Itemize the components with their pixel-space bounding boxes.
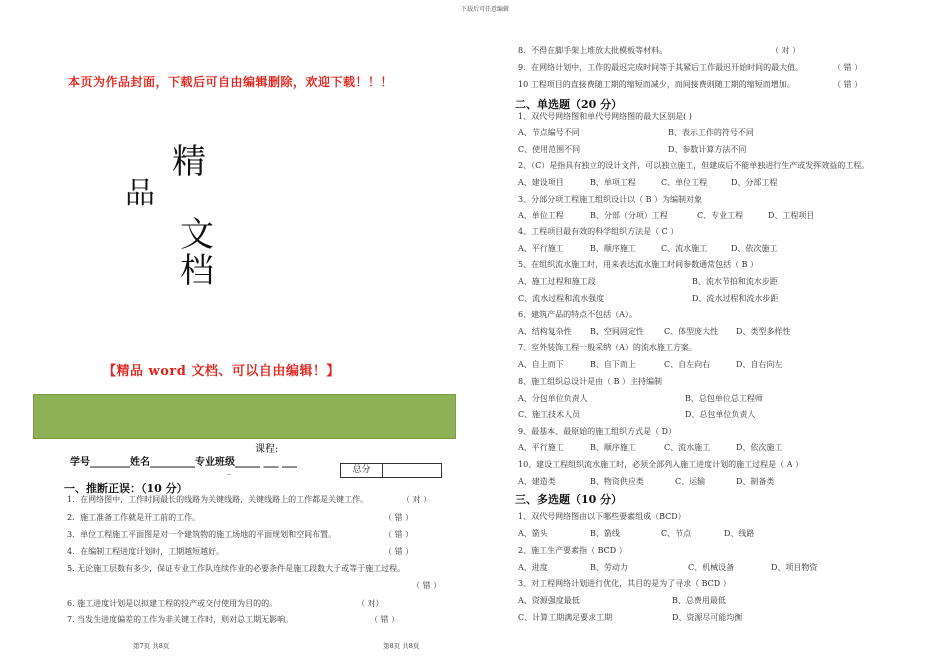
mc8-opt-d: D、总包单位负责人 bbox=[685, 410, 756, 419]
fields-dash: _ bbox=[227, 466, 231, 475]
s1-q6: 6. 施工进度计划是以拟建工程的投产或交付使用为目的的。 bbox=[67, 599, 278, 608]
s1-q5: 5. 无论施工层数有多少，保证专业工作队连续作业的必要条件是施工段数大于或等于施工过程。 bbox=[67, 564, 406, 573]
mc7-opt-b: B、自下而上 bbox=[590, 360, 636, 369]
cover-char-3: 文 bbox=[180, 215, 214, 255]
mc1-opt-d: D、参数计算方法不同 bbox=[668, 145, 747, 154]
mc6-stem: 6、建筑产品的特点不包括（A）。 bbox=[518, 310, 637, 319]
mc10-opt-d: D、制备类 bbox=[736, 477, 775, 486]
ms1-opt-c: C、节点 bbox=[661, 529, 692, 538]
mc4-opt-a: A、平行施工 bbox=[518, 244, 564, 253]
mc5-opt-d: D、流水过程和流水步距 bbox=[692, 294, 779, 303]
ms3-opt-a: A、资源强度最低 bbox=[518, 596, 580, 605]
mc7-opt-d: D、自右向左 bbox=[736, 360, 783, 369]
section2-title: 二、单选题（20 分） bbox=[515, 98, 623, 111]
s1-q7: 7. 当发生进度偏差的工作为非关键工作时，则对总工期无影响。 bbox=[67, 615, 294, 624]
ms2-opt-d: D、项目物资 bbox=[771, 563, 818, 572]
cover-notice: 本页为作品封面，下载后可自由编辑删除，欢迎下载！！！ bbox=[68, 75, 394, 89]
mc5-stem: 5、在组织流水施工时，用来表达流水施工时间参数通常包括（ B ） bbox=[518, 260, 759, 269]
ms2-opt-b: B、劳动力 bbox=[590, 563, 628, 572]
ms2-stem: 2、施工生产要素指（ BCD ） bbox=[518, 546, 627, 555]
mc2-stem: 2、（C）是指具有独立的设计文件，可以独立施工，但建成后不能单独进行生产或发挥效益的工程。 bbox=[518, 161, 870, 170]
tf-q9: 9．在网络计划中，工作的最迟完成时间等于其紧后工作最迟开始时间的最大值。 bbox=[518, 63, 804, 72]
mc10-opt-b: B、物资供应类 bbox=[590, 477, 644, 486]
ms1-opt-d: D、线路 bbox=[724, 529, 755, 538]
mc1-opt-b: B、表示工作的符号不同 bbox=[668, 128, 754, 137]
mc7-opt-c: C、自左向右 bbox=[664, 360, 711, 369]
cover-slogan: 【精品 word 文档、可以自由编辑！】 bbox=[103, 364, 340, 379]
mc8-stem: 8、施工组织总设计是由（ B ）主持编制 bbox=[518, 377, 663, 386]
mc3-opt-a: A、单位工程 bbox=[518, 211, 564, 220]
tf-a8: （ 对 ） bbox=[771, 46, 801, 55]
mc6-opt-b: B、空间固定性 bbox=[590, 327, 644, 336]
mc5-opt-c: C、流水过程和流水强度 bbox=[518, 294, 605, 303]
ms2-opt-a: A、进度 bbox=[518, 563, 548, 572]
mc6-opt-a: A、结构复杂性 bbox=[518, 327, 572, 336]
mc3-opt-c: C、专业工程 bbox=[697, 211, 744, 220]
mc9-opt-d: D、依次施工 bbox=[736, 443, 783, 452]
course-label: 课程: bbox=[255, 444, 279, 455]
score-box bbox=[340, 463, 442, 478]
title-banner bbox=[33, 394, 456, 439]
mc1-opt-a: A、节点编号不同 bbox=[518, 128, 580, 137]
section3-title: 三、多选题（10 分） bbox=[515, 493, 623, 506]
mc4-stem: 4、工程项目最有效的科学组织方法是（ C ） bbox=[518, 227, 679, 236]
cover-char-2: 品 bbox=[125, 176, 155, 211]
mc8-opt-a: A、分包单位负责人 bbox=[518, 394, 588, 403]
tf-a10: （ 错 ） bbox=[833, 80, 863, 89]
s1-a3: （ 错 ） bbox=[384, 530, 414, 539]
tf-a9: （ 错 ） bbox=[833, 63, 863, 72]
mc4-opt-c: C、流水施工 bbox=[661, 244, 708, 253]
s1-a4: （ 错 ） bbox=[384, 547, 414, 556]
mc9-opt-a: A、平行施工 bbox=[518, 443, 564, 452]
mc6-opt-d: D、类型多样性 bbox=[736, 327, 791, 336]
mc9-opt-b: B、顺序施工 bbox=[590, 443, 636, 452]
section1-title: 一、推断正误：（10 分） bbox=[64, 482, 188, 495]
s1-a5: （ 错 ） bbox=[412, 581, 442, 590]
mc3-opt-d: D、工程项目 bbox=[768, 211, 815, 220]
cover-char-1: 精 bbox=[172, 142, 206, 182]
right-page-number: 第8页 共8页 bbox=[383, 642, 420, 650]
ms1-opt-a: A、箭头 bbox=[518, 529, 548, 538]
ms3-opt-b: B、总费用最低 bbox=[672, 596, 726, 605]
mc10-opt-a: A、建造类 bbox=[518, 477, 556, 486]
cover-char-4: 档 bbox=[180, 251, 214, 291]
student-fields: 学号________姓名_________专业班级_____ ___ ___ bbox=[70, 457, 297, 468]
ms2-opt-c: C、机械设备 bbox=[688, 563, 735, 572]
s1-q4: 4．在编制工程进度计划时，工期越短越好。 bbox=[67, 547, 225, 556]
mc7-stem: 7、室外装饰工程一般采纳（A）的流水施工方案。 bbox=[518, 343, 697, 352]
score-label: 总分 bbox=[341, 464, 383, 477]
mc1-opt-c: C、使用范围不同 bbox=[518, 145, 581, 154]
ms1-stem: 1、双代号网络图由以下哪些要素组成（BCD） bbox=[518, 512, 686, 521]
mc2-opt-b: B、单项工程 bbox=[590, 178, 636, 187]
mc3-opt-b: B、分部（分项）工程 bbox=[590, 211, 668, 220]
mc1-stem: 1、双代号网络图和单代号网络图的最大区别是( ) bbox=[518, 112, 692, 121]
ms1-opt-b: B、箭线 bbox=[590, 529, 620, 538]
mc2-opt-c: C、单位工程 bbox=[661, 178, 708, 187]
ms3-stem: 3、对工程网络计划进行优化，其目的是为了寻求（ BCD ） bbox=[518, 579, 731, 588]
s1-a1: （ 对 ） bbox=[402, 495, 432, 504]
tf-q8: 8．不得在脚手架上堆放大批模板等材料。 bbox=[518, 46, 668, 55]
ms3-opt-c: C、计算工期满足要求工期 bbox=[518, 613, 613, 622]
s1-a2: （ 错 ） bbox=[384, 513, 414, 522]
mc7-opt-a: A、自上而下 bbox=[518, 360, 564, 369]
s1-q2: 2．施工准备工作就是开工前的工作。 bbox=[67, 513, 201, 522]
mc4-opt-d: D、依次施工 bbox=[731, 244, 778, 253]
tf-q10: 10 工程项目的直接费随工期的缩短而减少，而间接费则随工期的缩短而增加。 bbox=[518, 80, 795, 89]
s1-q3: 3．单位工程施工平面图是对一个建筑物的施工场地的平面规划和空间布置。 bbox=[67, 530, 337, 539]
mc9-stem: 9、最基本、最原始的施工组织方式是（ D） bbox=[518, 427, 677, 436]
score-value[interactable] bbox=[383, 464, 441, 477]
s1-a7: （ 错 ） bbox=[370, 615, 400, 624]
mc5-opt-b: B、流水节拍和流水步距 bbox=[692, 277, 778, 286]
s1-q1: 1．在网络图中，工作时间最长的线路为关键线路，关键线路上的工作都是关键工作。 bbox=[67, 495, 369, 504]
mc2-opt-d: D、分部工程 bbox=[731, 178, 778, 187]
mc10-stem: 10、建设工程组织流水施工时，必须全部列入施工进度计划的施工过程是（ A ） bbox=[518, 460, 804, 469]
mc8-opt-b: B、总包单位总工程师 bbox=[685, 394, 763, 403]
mc4-opt-b: B、顺序施工 bbox=[590, 244, 636, 253]
mc5-opt-a: A、施工过程和施工段 bbox=[518, 277, 596, 286]
header-note: 下载后可任意编辑 bbox=[461, 6, 510, 13]
mc8-opt-c: C、施工技术人员 bbox=[518, 410, 581, 419]
mc10-opt-c: C、运输 bbox=[675, 477, 706, 486]
mc3-stem: 3、分部分项工程施工组织设计以（ B ）为编制对象 bbox=[518, 195, 703, 204]
mc9-opt-c: C、流水施工 bbox=[664, 443, 711, 452]
ms3-opt-d: D、资源尽可能均衡 bbox=[672, 613, 743, 622]
left-page-number: 第7页 共8页 bbox=[133, 642, 170, 650]
mc6-opt-c: C、体型庞大性 bbox=[664, 327, 719, 336]
mc2-opt-a: A、建设项目 bbox=[518, 178, 564, 187]
s1-a6: （ 对） bbox=[357, 599, 384, 608]
